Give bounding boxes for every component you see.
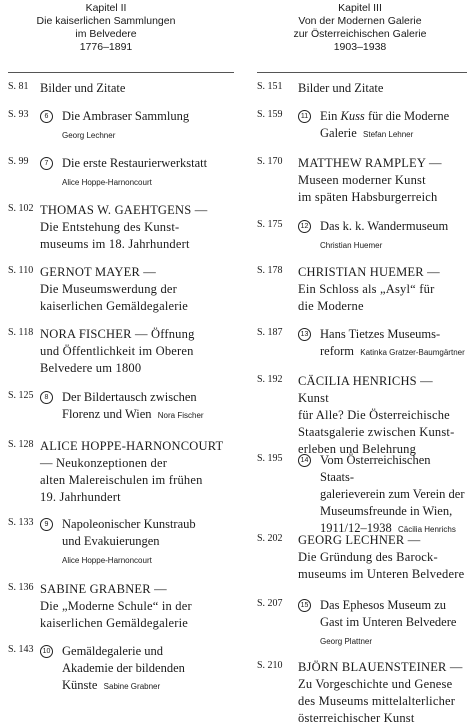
entry-title: österreichischer Kunst — [298, 711, 415, 725]
chapter-title-line: im Belvedere — [75, 28, 137, 40]
entry-title: für die Moderne — [367, 109, 450, 123]
entry-title: des Museums mittelalterlicher — [298, 694, 456, 708]
section-number-badge: 7 — [40, 157, 53, 170]
chapter-label: Kapitel II — [85, 2, 127, 14]
page-number: S. 202 — [257, 533, 283, 544]
entry-title: Hans Tietzes Museums- — [320, 327, 441, 341]
entry-title: Akademie der bildenden — [62, 661, 185, 675]
entry-author: Stefan Lehner — [363, 130, 414, 139]
entry-title: Die erste Restaurierwerkstatt — [62, 156, 208, 170]
essay-author-title: NORA FISCHER — Öffnung — [40, 327, 195, 341]
page-number: S. 207 — [257, 598, 283, 609]
divider-rule — [257, 72, 467, 73]
entry-title-prefix: Ein — [320, 109, 341, 123]
page-number: S. 128 — [8, 439, 34, 450]
entry-title: für Alle? Die Österreichische — [298, 408, 450, 422]
essay-author-title: GEORG LECHNER — — [298, 533, 421, 547]
chapter-years: 1903–1938 — [333, 41, 387, 53]
entry-title: die Moderne — [298, 299, 364, 313]
entry-title: Galerie — [320, 126, 357, 140]
essay-author-title: THOMAS W. GAEHTGENS — — [40, 203, 208, 217]
page-number: S. 81 — [8, 81, 29, 92]
entry-title: Die Entstehung des Kunst- — [40, 220, 180, 234]
entry-title: Bilder und Zitate — [40, 81, 126, 95]
entry-author: Katinka Gratzer-Baumgärtner — [360, 348, 465, 357]
entry-title: Vom Österreichischen Staats- — [320, 453, 431, 484]
chapter-iii-column — [257, 0, 467, 725]
divider-rule — [8, 72, 234, 73]
essay-author-title: MATTHEW RAMPLEY — — [298, 156, 442, 170]
entry-author: Alice Hoppe-Harnoncourt — [62, 178, 152, 187]
entry-title: und Evakuierungen — [62, 534, 160, 548]
entry-title: Museen moderner Kunst — [298, 173, 426, 187]
entry-author: Alice Hoppe-Harnoncourt — [62, 556, 152, 565]
entry-title: Das k. k. Wandermuseum — [320, 219, 449, 233]
page-number: S. 187 — [257, 327, 283, 338]
page-number: S. 133 — [8, 517, 34, 528]
page-number: S. 210 — [257, 660, 283, 671]
entry-title: erleben und Belehrung — [298, 442, 417, 456]
page-number: S. 118 — [8, 327, 34, 338]
entry-title: Museumsfreunde in Wien, — [320, 504, 453, 518]
entry-author: Cäcilia Henrichs — [398, 525, 456, 534]
page-number: S. 178 — [257, 265, 283, 276]
page-number: S. 175 — [257, 219, 283, 230]
entry-title: — Neukonzeptionen der — [40, 456, 168, 470]
section-number-badge: 10 — [40, 645, 53, 658]
page-number: S. 159 — [257, 109, 283, 120]
chapter-iii-heading — [257, 2, 463, 54]
entry-title: Die Ambraser Sammlung — [62, 109, 190, 123]
entry-title: Die Gründung des Barock- — [298, 550, 438, 564]
essay-author-title: BJÖRN BLAUENSTEINER — — [298, 660, 463, 674]
entry-title: Das Ephesos Museum zu — [320, 598, 447, 612]
essay-author-title: GERNOT MAYER — — [40, 265, 157, 279]
essay-author-title: ALICE HOPPE-HARNONCOURT — [40, 439, 224, 453]
entry-title: Ein Schloss als „Asyl“ für — [298, 282, 435, 296]
entry-title: 19. Jahrhundert — [40, 490, 121, 504]
essay-author-title: CHRISTIAN HUEMER — — [298, 265, 440, 279]
chapter-title-line: Von der Modernen Galerie — [298, 15, 422, 27]
entry-title: im späten Habsburgerreich — [298, 190, 438, 204]
section-number-badge: 8 — [40, 391, 53, 404]
entry-title: Florenz und Wien — [62, 407, 152, 421]
entry-author: Christian Huemer — [320, 241, 383, 250]
page-number: S. 93 — [8, 109, 29, 120]
page-number: S. 170 — [257, 156, 283, 167]
entry-title: reform — [320, 344, 355, 358]
section-number-badge: 12 — [298, 220, 311, 233]
entry-title: alten Malereischulen im frühen — [40, 473, 203, 487]
section-number-badge: 14 — [298, 454, 311, 467]
entry-title: kaiserlichen Gemäldegalerie — [40, 616, 189, 630]
essay-author-title: CÄCILIA HENRICHS — Kunst — [298, 374, 433, 405]
page-number: S. 143 — [8, 644, 34, 655]
entry-title: Belvedere um 1800 — [40, 361, 142, 375]
chapter-title-line: Die kaiserlichen Sammlungen — [36, 15, 176, 27]
page-number: S. 195 — [257, 453, 283, 464]
entry-title: museums im 18. Jahrhundert — [40, 237, 190, 251]
entry-title: Die „Moderne Schule“ in der — [40, 599, 192, 613]
page-number: S. 151 — [257, 81, 283, 92]
section-number-badge: 13 — [298, 328, 311, 341]
section-number-badge: 6 — [40, 110, 53, 123]
entry-title: kaiserlichen Gemäldegalerie — [40, 299, 189, 313]
section-number-badge: 11 — [298, 110, 311, 123]
entry-title: Gast im Unteren Belvedere — [320, 615, 457, 629]
chapter-ii-heading — [8, 2, 204, 54]
entry-title-italic: Kuss — [340, 109, 365, 123]
section-number-badge: 15 — [298, 599, 311, 612]
chapter-years: 1776–1891 — [79, 41, 133, 53]
entry-title: Gemäldegalerie und — [62, 644, 163, 658]
entry-author: Nora Fischer — [157, 411, 204, 420]
entry-title: 1911/12–1938 — [320, 521, 392, 535]
entry-title: Zu Vorgeschichte und Genese — [298, 677, 453, 691]
chapter-ii-column — [8, 0, 234, 720]
entry-title: Bilder und Zitate — [298, 81, 384, 95]
entry-title: galerieverein zum Verein der — [320, 487, 465, 501]
entry-title: museums im Unteren Belvedere — [298, 567, 465, 581]
entry-title: und Öffentlichkeit im Oberen — [40, 344, 194, 358]
entry-title: Staatsgalerie zwischen Kunst- — [298, 425, 455, 439]
entry-author: Georg Plattner — [320, 637, 373, 646]
section-number-badge: 9 — [40, 518, 53, 531]
page-number: S. 136 — [8, 582, 34, 593]
essay-author-title: SABINE GRABNER — — [40, 582, 167, 596]
entry-title: Napoleonischer Kunstraub — [62, 517, 196, 531]
page-number: S. 192 — [257, 374, 283, 385]
page-number: S. 125 — [8, 390, 34, 401]
entry-title: Der Bildertausch zwischen — [62, 390, 197, 404]
entry-author: Georg Lechner — [62, 131, 116, 140]
page-number: S. 110 — [8, 265, 34, 276]
page-number: S. 99 — [8, 156, 29, 167]
chapter-label: Kapitel III — [338, 2, 382, 14]
entry-author: Sabine Grabner — [103, 682, 161, 691]
entry-title: Künste — [62, 678, 98, 692]
chapter-title-line: zur Österreichischen Galerie — [293, 28, 427, 40]
entry-title: Die Museumswerdung der — [40, 282, 178, 296]
page-number: S. 102 — [8, 203, 34, 214]
